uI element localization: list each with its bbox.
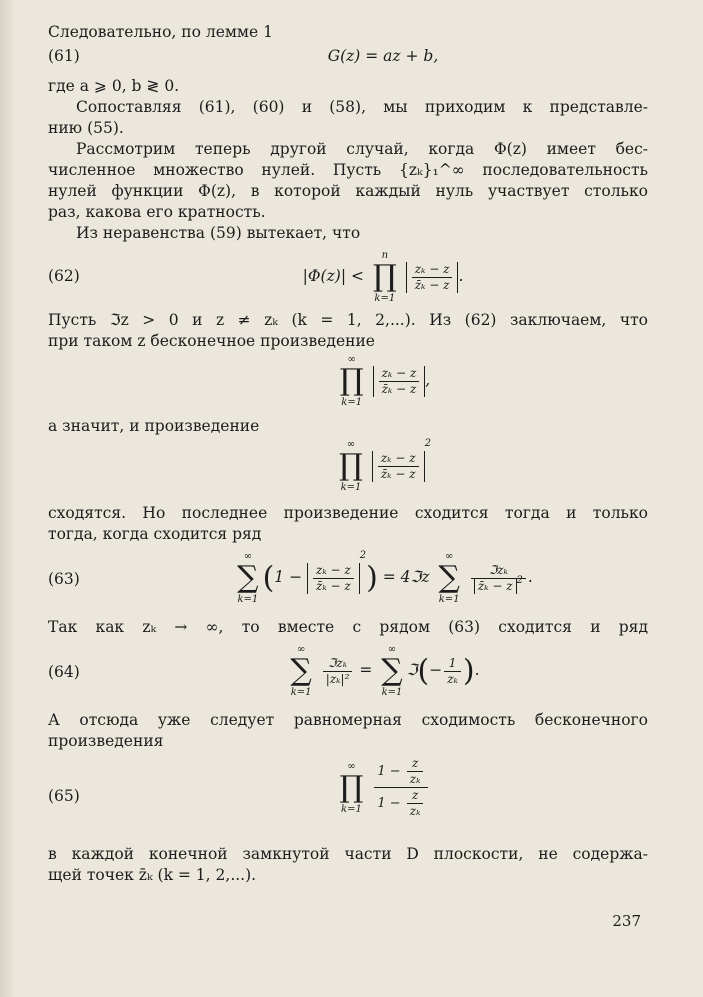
sum-operator: ∞ ∑ k=1 (438, 551, 460, 605)
phi-abs-term: |Φ(z)| < (302, 267, 364, 285)
page-binding-shadow (0, 0, 16, 997)
equation-body: |Φ(z)| < n ∏ k=1 $\frac{\text{zₖ − z}}{\text{z̄ₖ − z}}$ . (302, 250, 464, 304)
equation-body: ∞ ∏ k=1 1 − $\frac{z}{\text{zₖ}}$ 1 − $\frac{z}{\text{zₖ}}$ (48, 756, 648, 819)
equation-61 (48, 46, 648, 72)
text-line: тогда, когда сходится ряд (48, 525, 262, 543)
equation-number: (62) (48, 267, 80, 285)
equation-62 (48, 250, 648, 306)
text-line: нию (55). (48, 119, 124, 137)
product-operator: ∞ ∏ k=1 (339, 760, 364, 815)
text-line: сходятся. Но последнее произведение сходится тогда и только (48, 504, 648, 522)
text-line: произведения (48, 732, 164, 750)
text-line: где a ⩾ 0, b ≷ 0. (48, 77, 180, 95)
equation-63 (48, 551, 648, 611)
text-line: Рассмотрим теперь другой случай, когда Φ(z) имеет бес- (76, 140, 648, 158)
product-operator: ∞ ∏ k=1 (339, 354, 364, 408)
text-line: численное множество нулей. Пусть {zₖ}₁^∞ последовательность (48, 161, 648, 179)
text-line: Сопоставляя (61), (60) и (58), мы приходим к представле- (76, 98, 648, 116)
product-formula-1 (48, 354, 648, 412)
text-line: а значит, и произведение (48, 417, 260, 435)
product-formula-2 (48, 439, 648, 497)
equation-body: ∞ ∏ k=1 $\frac{\text{zₖ − z}}{\text{z̄ₖ − z}}$ , (339, 354, 431, 408)
page-number: 237 (612, 912, 641, 930)
equation-body: ∞ ∏ k=1 $\frac{\text{zₖ − z}}{\text{z̄ₖ − z}}$ $^2$ (339, 438, 431, 493)
text-line: А отсюда уже следует равномерная сходимость бесконечного (48, 711, 648, 729)
equation-number: (65) (48, 787, 80, 805)
text-line: в каждой конечной замкнутой части D плоскости, не содержа- (48, 845, 648, 863)
equation-64 (48, 644, 648, 704)
text-line: при таком z бесконечное произведение (48, 332, 375, 350)
sum-operator: ∞ ∑ k=1 (237, 551, 259, 605)
text-line: нулей функции Φ(z), в которой каждый нуль участвует столько (48, 182, 648, 200)
text-line: Так как zₖ → ∞, то вместе с рядом (63) сходится и ряд (48, 618, 648, 636)
text-line: Из неравенства (59) вытекает, что (76, 224, 361, 242)
equation-body: ∞ ∑ k=1 $\frac{\text{ℑzₖ}}{\text{|zₖ|²}}$ = ∞ ∑ k=1 ℑ(− $\frac{1}{\text{zₖ}}$ ). (290, 644, 480, 698)
book-page (48, 22, 648, 886)
product-operator: ∞ ∏ k=1 (339, 439, 363, 493)
text-line: Следовательно, по лемме 1 (48, 23, 273, 41)
equation-number: (64) (48, 663, 80, 681)
equation-number: (61) (48, 47, 80, 65)
text-line: раз, какова его кратность. (48, 203, 266, 221)
equation-number: (63) (48, 570, 80, 588)
absolute-fraction: $\frac{\text{zₖ − z}}{\text{z̄ₖ − z}}$ (406, 262, 459, 293)
equation-65 (48, 756, 648, 840)
text-line: щей точек z̄ₖ (k = 1, 2,...). (48, 866, 257, 884)
equation-body: G(z) = az + b, (327, 47, 439, 65)
sum-operator: ∞ ∑ k=1 (290, 644, 312, 698)
sum-operator: ∞ ∑ k=1 (381, 644, 403, 698)
equation-body: ∞ ∑ k=1 (1 − $\frac{\text{zₖ − z}}{\text{z̄ₖ − z}}$ $^2$) = 4ℑz ∞ ∑ k=1 $\frac{\text{ℑzₖ}}{z̄_k - z ^2}$ . (237, 550, 533, 605)
product-operator: n ∏ k=1 (372, 250, 397, 304)
text-line: Пусть ℑz > 0 и z ≠ zₖ (k = 1, 2,...). Из (62) заключаем, что (48, 311, 648, 329)
